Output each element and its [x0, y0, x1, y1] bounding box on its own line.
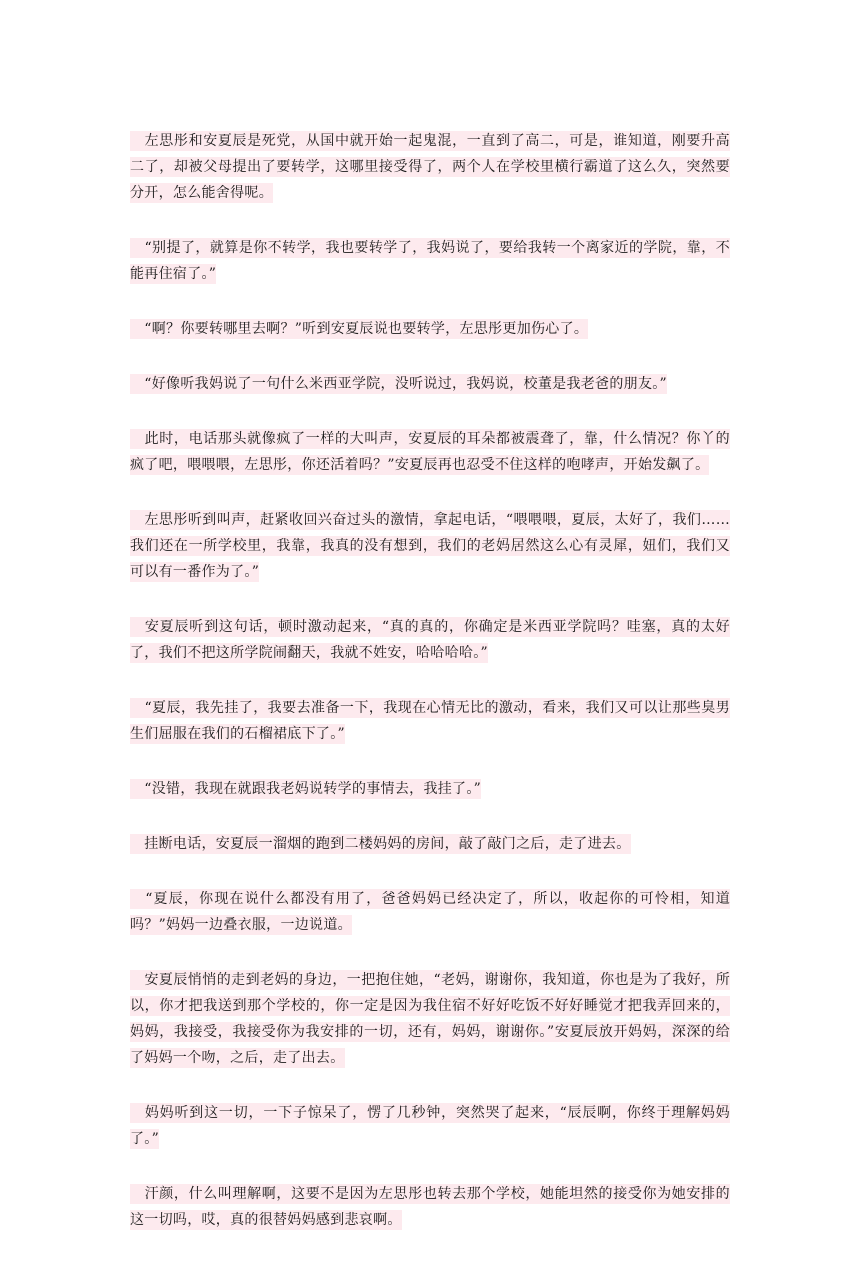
paragraph-text: 左思彤听到叫声，赶紧收回兴奋过头的激情，拿起电话，“喂喂喂，夏辰，太好了，我们……我们还在一所学校里，我靠，我真的没有想到，我们的老妈居然这么心有灵犀，妞们，我们又可以有一番作为了。” — [130, 512, 730, 580]
paragraph-text: 汗颜，什么叫理解啊，这要不是因为左思彤也转去那个学校，她能坦然的接受你为她安排的这一切吗，哎，真的很替妈妈感到悲哀啊。 — [130, 1186, 730, 1228]
paragraph-text: “别提了，就算是你不转学，我也要转学了，我妈说了，要给我转一个离家近的学院，靠，不能再住宿了。” — [130, 240, 730, 282]
paragraph-text: 此时，电话那头就像疯了一样的大叫声，安夏辰的耳朵都被震聋了，靠，什么情况？你丫的疯了吧，喂喂喂，左思彤，你还活着吗？”安夏辰再也忍受不住这样的咆哮声，开始发飙了。 — [130, 431, 730, 473]
paragraph — [130, 1100, 730, 1152]
paragraph — [130, 128, 730, 206]
paragraph — [130, 1181, 730, 1233]
paragraph-text: “没错，我现在就跟我老妈说转学的事情去，我挂了。” — [130, 781, 482, 797]
paragraph — [130, 614, 730, 666]
paragraph — [130, 426, 730, 478]
paragraph — [130, 507, 730, 585]
paragraph-text: “啊？你要转哪里去啊？”听到安夏辰说也要转学，左思彤更加伤心了。 — [130, 321, 589, 337]
paragraph — [130, 371, 730, 397]
paragraph-text: “夏辰，你现在说什么都没有用了，爸爸妈妈已经决定了，所以，收起你的可怜相，知道吗？”妈妈一边叠衣服，一边说道。 — [130, 891, 730, 933]
paragraph — [130, 967, 730, 1071]
paragraph-text: 安夏辰悄悄的走到老妈的身边，一把抱住她，“老妈，谢谢你，我知道，你也是为了我好，所以，你才把我送到那个学校的，你一定是因为我住宿不好好吃饭不好好睡觉才把我弄回来的，妈妈，我接受，我接受你为我安排的一切，还有，妈妈，谢谢你。”安夏辰放开妈妈，深深的给了妈妈一个吻，之后，走了出去。 — [130, 972, 730, 1066]
paragraph-text: “好像听我妈说了一句什么米西亚学院，没听说过，我妈说，校董是我老爸的朋友。” — [130, 376, 668, 392]
paragraph — [130, 831, 730, 857]
paragraph-text: 挂断电话，安夏辰一溜烟的跑到二楼妈妈的房间，敲了敲门之后，走了进去。 — [130, 836, 631, 852]
paragraph-text: 左思彤和安夏辰是死党，从国中就开始一起鬼混，一直到了高二，可是，谁知道，刚要升高二了，却被父母提出了要转学，这哪里接受得了，两个人在学校里横行霸道了这么久，突然要分开，怎么能舍得呢。 — [130, 133, 730, 201]
paragraph-text: 安夏辰听到这句话，顿时激动起来，“真的真的，你确定是米西亚学院吗？哇塞，真的太好了，我们不把这所学院闹翻天，我就不姓安，哈哈哈哈。” — [130, 619, 730, 661]
paragraph — [130, 316, 730, 342]
paragraph-text: “夏辰，我先挂了，我要去准备一下，我现在心情无比的激动，看来，我们又可以让那些臭男生们屈服在我们的石榴裙底下了。” — [130, 700, 730, 742]
paragraph — [130, 235, 730, 287]
paragraph — [130, 776, 730, 802]
document-body — [130, 128, 730, 1262]
paragraph — [130, 695, 730, 747]
paragraph — [130, 886, 730, 938]
paragraph-text: 妈妈听到这一切，一下子惊呆了，愣了几秒钟，突然哭了起来，“辰辰啊，你终于理解妈妈了。” — [130, 1105, 730, 1147]
